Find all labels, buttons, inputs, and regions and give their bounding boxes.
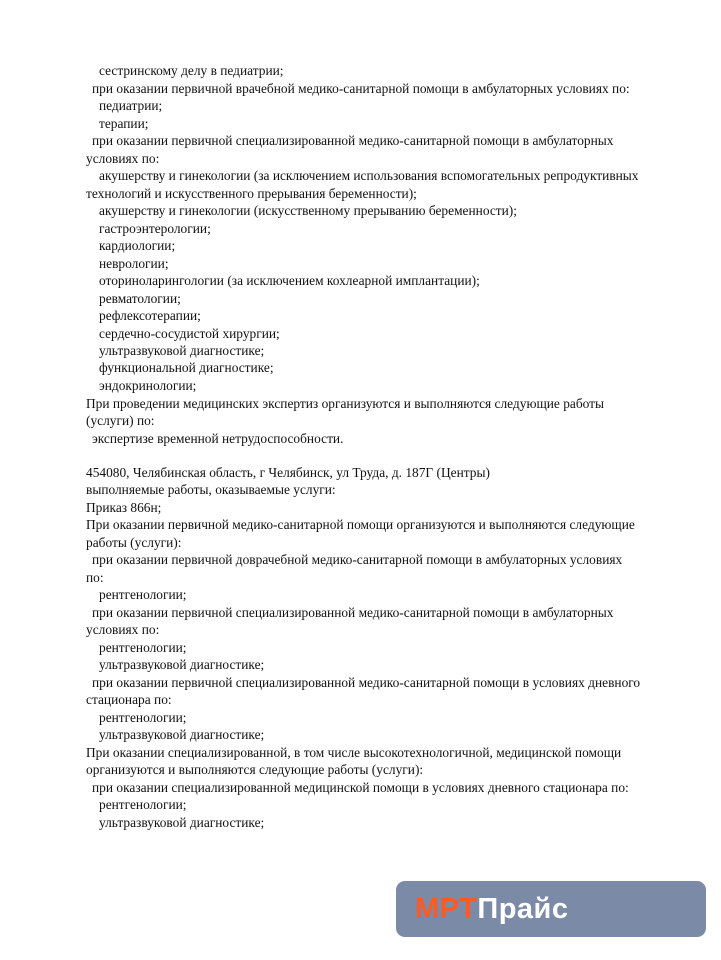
text-line: неврологии;	[99, 256, 169, 271]
text-line: рентгенологии;	[99, 587, 187, 602]
text-line: акушерству и гинекологии (за исключением использования вспомогательных репродуктивных	[99, 168, 639, 183]
text-line: при оказании первичной доврачебной медико-санитарной помощи в амбулаторных условиях	[92, 552, 623, 567]
text-line: рефлексотерапии;	[99, 308, 201, 323]
text-line: При проведении медицинских экспертиз организуются и выполняются следующие работы	[86, 396, 605, 411]
text-line: сестринскому делу в педиатрии;	[99, 63, 284, 78]
text-line: организуются и выполняются следующие работы (услуги):	[86, 762, 424, 777]
text-line: эндокринологии;	[99, 378, 197, 393]
text-line: гастроэнтерологии;	[99, 221, 211, 236]
text-line: ультразвуковой диагностике;	[99, 815, 265, 830]
text-line: терапии;	[99, 116, 149, 131]
text-line: рентгенологии;	[99, 640, 187, 655]
text-line: рентгенологии;	[99, 710, 187, 725]
text-line: функциональной диагностике;	[99, 360, 274, 375]
watermark-logo-price: Прайс	[477, 893, 569, 925]
text-line: акушерству и гинекологии (искусственному прерыванию беременности);	[99, 203, 517, 218]
text-line: условиях по:	[86, 151, 160, 166]
text-line: стационара по:	[86, 692, 172, 707]
text-line: сердечно-сосудистой хирургии;	[99, 326, 280, 341]
text-line: При оказании первичной медико-санитарной помощи организуются и выполняются следующие	[86, 517, 635, 532]
text-line: по:	[86, 570, 104, 585]
text-line: при оказании первичной специализированной медико-санитарной помощи в амбулаторных	[92, 133, 614, 148]
text-line: (услуги) по:	[86, 413, 155, 428]
text-line: ультразвуковой диагностике;	[99, 343, 265, 358]
text-line: Приказ 866н;	[86, 500, 162, 515]
text-line: ультразвуковой диагностике;	[99, 727, 265, 742]
text-line: при оказании первичной врачебной медико-санитарной помощи в амбулаторных условиях по:	[92, 81, 630, 96]
text-line: ревматологии;	[99, 291, 181, 306]
text-line: при оказании специализированной медицинской помощи в условиях дневного стационара по:	[92, 780, 629, 795]
text-line: работы (услуги):	[86, 535, 182, 550]
text-line: при оказании первичной специализированной медико-санитарной помощи в амбулаторных	[92, 605, 614, 620]
watermark-logo-mrt: МРТ	[415, 893, 478, 925]
watermark-logo	[415, 890, 569, 928]
text-line: экспертизе временной нетрудоспособности.	[92, 431, 344, 446]
address-line: 454080, Челябинская область, г Челябинск, ул Труда, д. 187Г (Центры)	[86, 465, 490, 480]
text-line: педиатрии;	[99, 98, 163, 113]
text-line: рентгенологии;	[99, 797, 187, 812]
text-line: выполняемые работы, оказываемые услуги:	[86, 482, 336, 497]
text-line: оториноларингологии (за исключением кохлеарной имплантации);	[99, 273, 480, 288]
text-line: ультразвуковой диагностике;	[99, 657, 265, 672]
text-line: при оказании первичной специализированной медико-санитарной помощи в условиях дневного	[92, 675, 641, 690]
text-line: кардиологии;	[99, 238, 176, 253]
mrtprice-watermark	[396, 881, 706, 937]
text-line: условиях по:	[86, 622, 160, 637]
text-line: При оказании специализированной, в том числе высокотехнологичной, медицинской помощи	[86, 745, 622, 760]
text-line: технологий и искусственного прерывания беременности);	[86, 186, 417, 201]
